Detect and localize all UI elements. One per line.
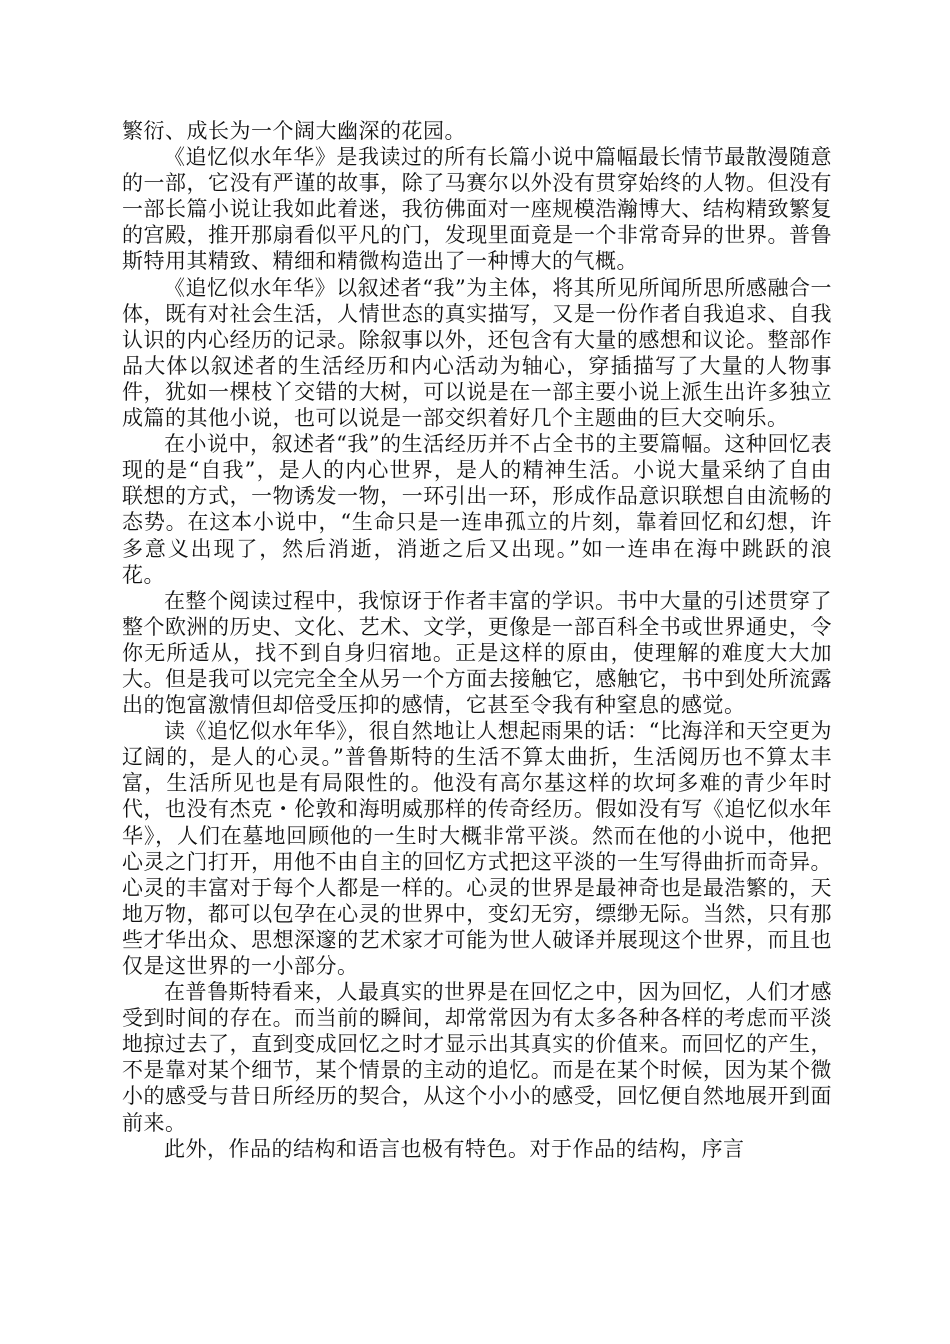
paragraph-2: 《追忆似水年华》以叙述者“我”为主体，将其所见所闻所思所感融合一体，既有对社会生活，人情世态的真实描写，又是一份作者自我追求、自我认识的内心经历的记录。除叙事以外，还包含有大量的感想和议论。整部作品大体以叙述者的生活经历和内心活动为轴心，穿插描写了大量的人物事件，犹如一棵枝丫交错的大树，可以说是在一部主要小说上派生出许多独立成篇的其他小说，也可以说是一部交织着好几个主题曲的巨大交响乐。 bbox=[122, 275, 832, 431]
document-body bbox=[122, 118, 832, 1162]
paragraph-3: 在小说中，叙述者“我”的生活经历并不占全书的主要篇幅。这种回忆表现的是“自我”，是人的内心世界，是人的精神生活。小说大量采纳了自由联想的方式，一物诱发一物，一环引出一环，形成作品意识联想自由流畅的态势。在这本小说中，“生命只是一连串孤立的片刻，靠着回忆和幻想，许多意义出现了，然后消逝，消逝之后又出现。”如一连串在海中跳跃的浪花。 bbox=[122, 432, 832, 587]
paragraph-4: 在整个阅读过程中，我惊讶于作者丰富的学识。书中大量的引述贯穿了整个欧洲的历史、文化、艺术、文学，更像是一部百科全书或世界通史，令你无所适从，找不到自身归宿地。正是这样的原由，使理解的难度大大加大。但是我可以完完全全从另一个方面去接触它，感触它，书中到处所流露出的饱富激情但却倍受压抑的感情，它甚至令我有种窒息的感觉。 bbox=[122, 588, 832, 718]
paragraph-1: 《追忆似水年华》是我读过的所有长篇小说中篇幅最长情节最散漫随意的一部，它没有严谨的故事，除了马赛尔以外没有贯穿始终的人物。但没有一部长篇小说让我如此着迷，我彷佛面对一座规模浩瀚博大、结构精致繁复的宫殿，推开那扇看似平凡的门，发现里面竟是一个非常奇异的世界。普鲁斯特用其精致、精细和精微构造出了一种博大的气概。 bbox=[122, 145, 832, 274]
paragraph-6: 在普鲁斯特看来，人最真实的世界是在回忆之中，因为回忆，人们才感受到时间的存在。而当前的瞬间，却常常因为有太多各种各样的考虑而平淡地掠过去了，直到变成回忆之时才显示出其真实的价值来。而回忆的产生，不是靠对某个细节，某个情景的主动的追忆。而是在某个时候，因为某个微小的感受与昔日所经历的契合，从这个小小的感受，回忆便自然地展开到面前来。 bbox=[122, 980, 832, 1135]
paragraph-5: 读《追忆似水年华》，很自然地让人想起雨果的话：“比海洋和天空更为辽阔的，是人的心灵。”普鲁斯特的生活不算太曲折，生活阅历也不算太丰富，生活所见也是有局限性的。他没有高尔基这样的坎坷多难的青少年时代，也没有杰克・伦敦和海明威那样的传奇经历。假如没有写《追忆似水年华》，人们在墓地回顾他的一生时大概非常平淡。然而在他的小说中，他把心灵之门打开，用他不由自主的回忆方式把这平淡的一生写得曲折而奇异。心灵的丰富对于每个人都是一样的。心灵的世界是最神奇也是最浩繁的，天地万物，都可以包孕在心灵的世界中，变幻无穷，缥缈无际。当然，只有那些才华出众、思想深邃的艺术家才可能为世人破译并展现这个世界，而且也仅是这世界的一小部分。 bbox=[122, 719, 832, 978]
paragraph-7: 此外，作品的结构和语言也极有特色。对于作品的结构，序言 bbox=[164, 1136, 745, 1161]
paragraph-continuation: 繁衍、成长为一个阔大幽深的花园。 bbox=[122, 119, 466, 143]
